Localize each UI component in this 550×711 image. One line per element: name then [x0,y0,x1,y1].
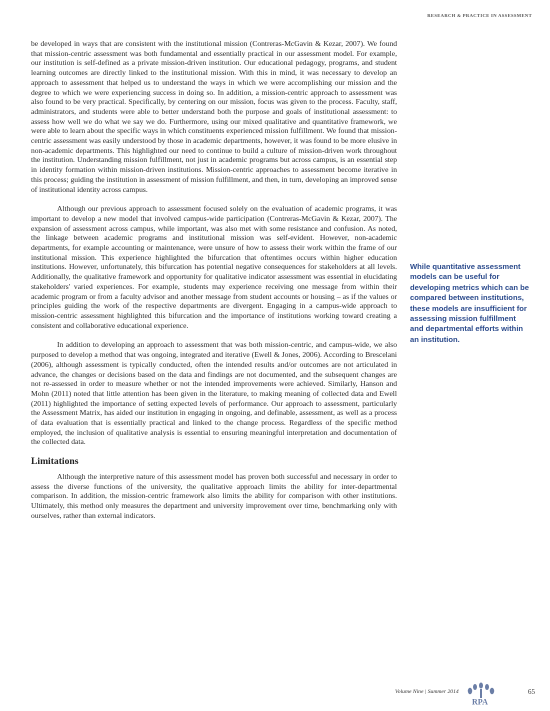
page-number: 65 [528,688,535,696]
body-paragraph-1: be developed in ways that are consistent with the institutional mission (Contreras-McGavin & Kezar, 2007). We found that mission-centric assessment was both fundamental and essentially practical in our assessment model. For example, our institution is self-defined as a private mission-driven institution. Our educational pedagogy, programs, and student learning outcomes are directly linked to the institutional mission. With this in mind, it was necessary to develop an approach to assessment that helped us to understand the ways in which we were accomplishing our mission and the degree to which we were experiencing success in doing so. In addition, a mission-centric approach to assessment was also found to be very practical. Specifically, by centering on our mission, focus was given to the process. Faculty, staff, administrators, and students were able to better understand both the purpose and goals of institutional assessment: to assess how well we do what we say we do. Furthermore, using our mixed qualitative and quantitative framework, we were able to learn about the specific ways in which constituents experienced mission fulfillment. We found that mission-centric assessment was easily understood by those in academic departments, however, it was found to be more elusive in non-academic departments. This highlighted our need to continue to build a culture of mission-driven work throughout the institution. Understanding mission fulfillment, not just in academic programs but across campus, is an essential step in identity formation within mission-driven institutions. Mission-centric approaches to assessment become iterative in this process; guiding the institution in assessment of mission fulfillment, and then, in turn, developing an improved sense of institutional identity across campus. [31,39,397,194]
running-head: RESEARCH & PRACTICE IN ASSESSMENT [427,13,532,18]
page-footer [395,682,535,706]
volume-issue: Volume Nine | Summer 2014 [395,689,459,695]
rpa-logo-text: RPA [472,697,488,706]
rpa-logo-icon [465,682,501,706]
body-paragraph-4: Although the interpretive nature of this assessment model has proven both successful and necessary in order to assess the diverse functions of the university, the qualitative approach limits the ability for inter-departmental comparison. In addition, the mission-centric framework also limits the ability for comparison with other institutions. Ultimately, this method only measures the department and university improvement over time, benchmarking only with ourselves, rather than external indicators. [31,471,397,520]
body-paragraph-2: Although our previous approach to assessment focused solely on the evaluation of academic programs, it was important to develop a new model that involved campus-wide participation (Contreras-McGavin & Kezar, 2007). The expansion of assessment across campus, while important, was also met with some resistance and confusion. As noted, the linkage between academic programs and institutional mission was self-evident. However, non-academic departments, for example accounting or maintenance, were unsure of how to assess their work within the frame of our institutional mission. This experience highlighted the bifurcation that oftentimes occurs within higher education institutions. However, unfortunately, this bifurcation has potential negative consequences for stakeholders at all levels. Additionally, the qualitative framework and opportunity for qualitative indicator assessment was essential in elucidating stakeholders' varied experiences. For example, students may experience receiving one message from within their academic program or from a faculty advisor and another message from student accounts or housing – as if the values or principles guiding the work of the respective departments are divergent. Engaging in a campus-wide approach to mission-centric assessment highlighted this bifurcation and the importance of institutions working toward creating a consistent and collaborative educational experience. [31,204,397,330]
article-body [31,39,397,520]
pull-quote: While quantitative assessment models can be useful for developing metrics which can be compared between institutions, these models are insufficient for assessing mission fulfillment and departmental efforts within an institution. [410,262,530,344]
body-paragraph-3: In addition to developing an approach to assessment that was both mission-centric, and campus-wide, we also purposed to develop a method that was ongoing, integrated and iterative (Ewell & Jones, 2006). According to Brescelani (2006), although assessment is typically conducted, often the intended results and/or outcomes are not articulated in advance, the changes or decisions based on the data and findings are not documented, and the subsequent changes are not re-assessed in order to measure whether or not the intended improvements were achieved. Similarly, Hanson and Mohn (2011) noted that little attention has been given in the literature, to making meaning of collected data and Ewell (2011) highlighted the importance of setting expected levels of performance. Our approach to assessment, particularly the Assessment Matrix, has aided our institution in engaging in ongoing, and definable, assessment, as well as a process of data evaluation that is essentially practical and linked to the change process. Regardless of the specific method employed, the inclusion of qualitative analysis is essential to ensuring meaningful interpretation and documentation of the collected data. [31,340,397,447]
section-heading-limitations: Limitations [31,456,79,468]
